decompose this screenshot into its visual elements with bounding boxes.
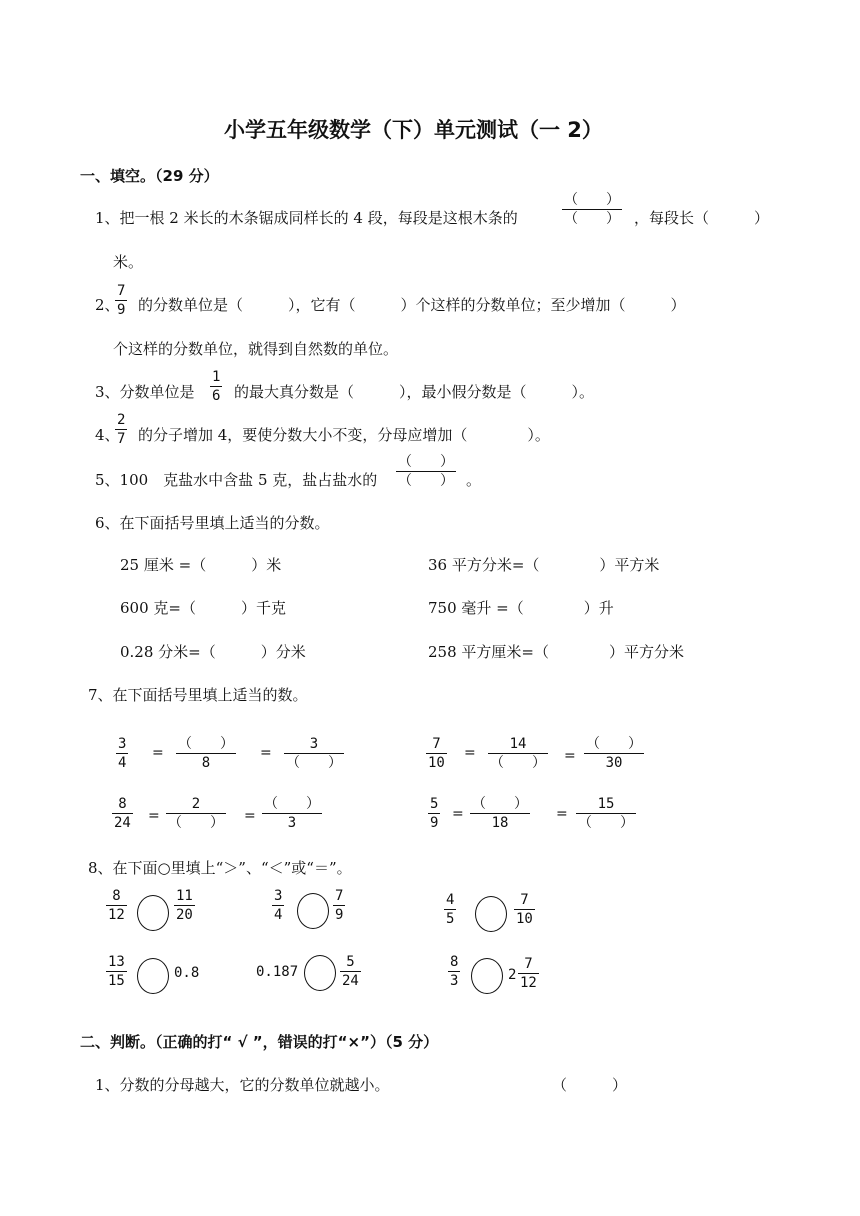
fraction-bar [444, 909, 456, 910]
denominator: 9 [430, 815, 439, 831]
q8-right-fraction [340, 955, 361, 988]
denominator: 20 [176, 907, 193, 923]
equals-sign: = [260, 745, 272, 761]
denominator: 24 [114, 815, 131, 831]
q6-item: 0.28 分米=（ ）分米 [120, 643, 306, 661]
section-2-heading: 二、判断。（正确的打“ √ ”，错误的打“×”）（5 分） [80, 1033, 439, 1051]
q8-mixed-whole: 2 [508, 967, 517, 983]
numerator: 4 [446, 892, 455, 908]
q1-text: 1、把一根 2 米长的木条锯成同样长的 4 段，每段是这根木条的 [95, 209, 518, 227]
numerator: 7 [524, 956, 533, 972]
fraction-bar [112, 813, 133, 814]
numerator: 3 [274, 888, 283, 904]
q8-text: 8、在下面○里填上“＞”、“＜”或“＝”。 [88, 859, 352, 877]
q1-line2: 米。 [113, 253, 144, 271]
q6-text: 6、在下面括号里填上适当的分数。 [95, 514, 330, 532]
fraction-bar [470, 813, 530, 814]
q8-left-fraction [272, 889, 284, 922]
q7-text: 7、在下面括号里填上适当的数。 [88, 686, 308, 704]
numerator: 15 [597, 796, 615, 812]
fraction-bar [176, 753, 236, 754]
numerator: （ ） [264, 796, 320, 812]
q7-fraction[interactable] [284, 737, 344, 770]
q2-numerator: 7 [117, 283, 126, 299]
q1-blank-fraction[interactable] [562, 193, 622, 226]
numerator: 3 [309, 736, 319, 752]
q5-text: 5、100 克盐水中含盐 5 克，盐占盐水的 [95, 471, 378, 489]
denominator: 12 [108, 907, 125, 923]
numerator: （ ） [586, 736, 642, 752]
q5-tail: 。 [466, 471, 482, 489]
q7-fraction [112, 797, 133, 830]
q4-numerator: 2 [117, 412, 126, 428]
denominator: 9 [335, 907, 344, 923]
numerator: 7 [432, 736, 441, 752]
compare-circle[interactable] [471, 958, 503, 994]
compare-circle[interactable] [137, 895, 169, 931]
s2-q1-text: 1、分数的分母越大，它的分数单位就越小。 [95, 1076, 390, 1094]
q7-fraction[interactable] [470, 797, 530, 830]
numerator: （ ） [178, 736, 234, 752]
fraction-bar [106, 971, 127, 972]
numerator: 11 [176, 888, 193, 904]
fraction-bar [448, 971, 460, 972]
denominator: 3 [287, 815, 297, 831]
denominator: （ ） [578, 815, 634, 831]
fraction-bar [166, 813, 226, 814]
equals-sign: = [556, 806, 568, 822]
fraction-bar [396, 471, 456, 472]
s2-q1-answer-blank[interactable]: （ ） [552, 1076, 628, 1094]
fraction-bar [106, 905, 127, 906]
q3-tail: 的最大真分数是（ ），最小假分数是（ ）。 [234, 383, 595, 401]
fraction-bar [115, 429, 127, 430]
q1-blank-denominator: （ ） [564, 211, 620, 227]
q7-fraction [116, 737, 128, 770]
denominator: 5 [446, 911, 455, 927]
q7-fraction [426, 737, 447, 770]
denominator: （ ） [286, 755, 342, 771]
q6-item: 258 平方厘米=（ ）平方分米 [428, 643, 684, 661]
q7-fraction[interactable] [166, 797, 226, 830]
q2-denominator: 9 [117, 302, 126, 318]
q7-fraction [428, 797, 440, 830]
q4-denominator: 7 [117, 431, 126, 447]
q8-right-fraction [514, 893, 535, 926]
q6-item: 600 克=（ ）千克 [120, 599, 286, 617]
denominator: 8 [201, 755, 211, 771]
q7-fraction[interactable] [176, 737, 236, 770]
equals-sign: = [152, 745, 164, 761]
fraction-bar [584, 753, 644, 754]
denominator: （ ） [490, 755, 546, 771]
fraction-bar [284, 753, 344, 754]
numerator: 8 [118, 796, 127, 812]
denominator: 18 [491, 815, 509, 831]
compare-circle[interactable] [297, 893, 329, 929]
numerator: 14 [509, 736, 527, 752]
denominator: 24 [342, 973, 359, 989]
compare-circle[interactable] [304, 955, 336, 991]
q2-fraction [115, 284, 127, 317]
fraction-bar [272, 905, 284, 906]
numerator: 8 [112, 888, 121, 904]
denominator: 12 [520, 975, 537, 991]
q2-prefix: 2、 [95, 296, 120, 314]
denominator: 15 [108, 973, 125, 989]
fraction-bar [428, 813, 440, 814]
q8-left-fraction [444, 893, 456, 926]
q8-left-decimal: 0.187 [256, 964, 299, 980]
fraction-bar [333, 905, 345, 906]
q5-blank-numerator: （ ） [398, 454, 454, 470]
q7-fraction[interactable] [488, 737, 548, 770]
q2-line2: 个这样的分数单位，就得到自然数的单位。 [113, 340, 399, 358]
section-1-heading: 一、填空。（29 分） [80, 167, 219, 185]
q7-fraction[interactable] [584, 737, 644, 770]
compare-circle[interactable] [137, 958, 169, 994]
numerator: 13 [108, 954, 125, 970]
fraction-bar [340, 971, 361, 972]
numerator: 8 [450, 954, 459, 970]
q3-denominator: 6 [212, 388, 221, 404]
fraction-bar [562, 209, 622, 210]
fraction-bar [262, 813, 322, 814]
q7-fraction[interactable] [262, 797, 322, 830]
numerator: 7 [335, 888, 344, 904]
equals-sign: = [564, 748, 576, 764]
q6-item: 25 厘米 =（ ）米 [120, 556, 282, 574]
numerator: （ ） [472, 796, 528, 812]
fraction-bar [174, 905, 195, 906]
page-title: 小学五年级数学（下）单元测试（一 2） [224, 118, 603, 142]
numerator: 7 [520, 892, 529, 908]
q6-item: 36 平方分米=（ ）平方米 [428, 556, 660, 574]
q7-fraction[interactable] [576, 797, 636, 830]
numerator: 2 [191, 796, 201, 812]
fraction-bar [576, 813, 636, 814]
equals-sign: = [244, 808, 256, 824]
q6-item: 750 毫升 =（ ）升 [428, 599, 614, 617]
fraction-bar [518, 973, 539, 974]
q8-right-fraction [333, 889, 345, 922]
q3-prefix: 3、分数单位是 [95, 383, 195, 401]
denominator: 10 [516, 911, 533, 927]
fraction-bar [116, 753, 128, 754]
q4-prefix: 4、 [95, 426, 120, 444]
numerator: 5 [346, 954, 355, 970]
q5-blank-denominator: （ ） [398, 473, 454, 489]
q4-tail: 的分子增加 4，要使分数大小不变，分母应增加（ ）。 [138, 426, 550, 444]
q8-left-fraction [448, 955, 460, 988]
q8-right-decimal: 0.8 [174, 965, 200, 981]
fraction-bar [426, 753, 447, 754]
fraction-bar [514, 909, 535, 910]
compare-circle[interactable] [475, 896, 507, 932]
q8-left-fraction [106, 889, 127, 922]
denominator: （ ） [168, 815, 224, 831]
q1-tail: ，每段长（ ） [634, 209, 770, 227]
numerator: 5 [430, 796, 439, 812]
equals-sign: = [148, 808, 160, 824]
q1-blank-numerator: （ ） [564, 192, 620, 208]
denominator: 30 [605, 755, 623, 771]
q5-blank-fraction[interactable] [396, 455, 456, 488]
denominator: 4 [118, 755, 127, 771]
fraction-bar [210, 386, 222, 387]
denominator: 3 [450, 973, 459, 989]
q3-fraction [210, 370, 222, 403]
denominator: 4 [274, 907, 283, 923]
fraction-bar [115, 300, 127, 301]
equals-sign: = [464, 745, 476, 761]
fraction-bar [488, 753, 548, 754]
q8-right-fraction [174, 889, 195, 922]
denominator: 10 [428, 755, 445, 771]
q3-numerator: 1 [212, 369, 221, 385]
q4-fraction [115, 413, 127, 446]
numerator: 3 [118, 736, 127, 752]
q8-left-fraction [106, 955, 127, 988]
q8-right-fraction [518, 957, 539, 990]
q2-text: 的分数单位是（ ），它有（ ）个这样的分数单位；至少增加（ ） [138, 296, 686, 314]
equals-sign: = [452, 806, 464, 822]
